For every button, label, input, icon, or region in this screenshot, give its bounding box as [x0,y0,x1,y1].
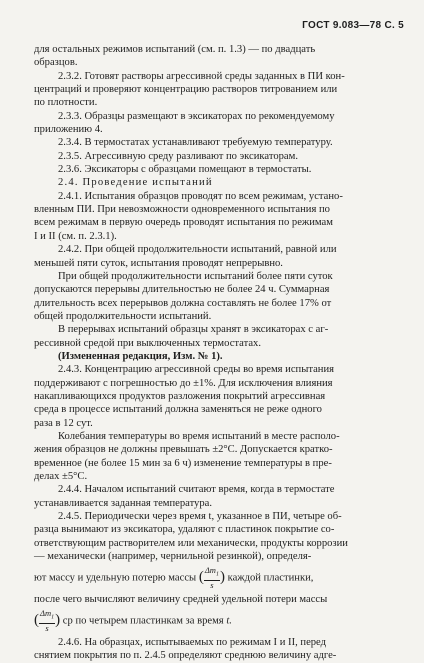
text-line: среда в процессе испытаний должна заменяться не реже одного [34,404,322,416]
paren-open: ( [198,569,204,586]
text-line: всем режимам в первую очередь проводят испытания по режимам [34,217,333,229]
formula-line [34,566,396,590]
text-line: раза в 12 сут. [34,417,93,429]
text-line: 2.4.6. На образцах, испытываемых по режимам I и II, перед [58,637,327,649]
text-line: общей продолжительности испытаний. [34,310,212,322]
section-heading: 2.4. Проведение испытаний [58,177,213,189]
text-line: — механически (например, чернильной резинкой), определя- [34,551,312,563]
text-line: меньшей пяти суток, испытания проводят непрерывно. [34,257,283,269]
text-line: 2.4.2. При общей продолжительности испытаний, равной или [58,244,337,256]
text-line: допускаются перерывы длительностью не более 24 ч. Суммарная [34,284,330,296]
text-line: 2.3.6. Эксикаторы с образцами помещают в термостаты. [58,164,312,176]
text-line: При общей продолжительности испытаний более пяти суток [58,270,333,282]
paren-close: ) [55,612,61,629]
frac-subscript: 1 [215,572,219,579]
text-line: образцов. [34,57,78,69]
text-line: ответствующим растворителем или механически, продукты коррозии [34,537,348,549]
formula-var-t: t. [226,615,232,627]
fraction-mass-loss [204,566,220,590]
formula-text: ют массу и удельную потерю массы [34,572,197,584]
text-line: 2.4.1. Испытания образцов проводят по всем режимам, устано- [58,190,343,202]
frac-numerator: Δm [40,608,52,619]
formula-text: ср по четырем пластинкам за время [62,615,224,627]
text-line: 2.3.5. Агрессивную среду разливают по эксикаторам. [58,150,298,162]
text-line: вленным ПИ. При невозможности одновременного испытания по [34,204,330,216]
text-line: приложению 4. [34,124,103,136]
text-line: длительность всех перерывов должна составлять не более 17% от [34,297,332,309]
text-line: 2.4.3. Концентрацию агрессивной среды во время испытания [58,364,335,376]
text-line: устанавливается заданная температура. [34,497,213,509]
text-line: снятием покрытия по п. 2.4.5 определяют среднюю величину адге- [34,650,337,662]
formula-line: после чего вычисляют величину средней удельной потери массы [34,594,328,606]
text-line: 2.4.5. Периодически через время t, указанное в ПИ, четыре об- [58,511,342,523]
text-line: жения образцов не должны превышать ±2°С. Допускается кратко- [34,444,333,456]
page-header: ГОСТ 9.083—78 С. 5 [302,20,404,31]
amendment-note: (Измененная редакция, Изм. № 1). [58,350,223,362]
text-line: временное (не более 15 мин за 6 ч) изменение температуры в пре- [34,457,332,469]
formula-line [34,609,396,633]
text-line: по плотности. [34,97,98,109]
frac-denominator: s [45,623,49,634]
text-line: центраций и проверяют концентрацию растворов титрованием или [34,84,338,96]
fraction-mean-mass-loss [39,609,55,633]
text-line: поддерживают с погрешностью до ±1%. Для исключения влияния [34,377,333,389]
text-line: 2.3.2. Готовят растворы агрессивной среды заданных в ПИ кон- [58,70,345,82]
frac-denominator: s [210,580,214,591]
text-line: В перерывах испытаний образцы хранят в эксикаторах с аг- [58,324,329,336]
formula-text: каждой пластинки, [227,572,314,584]
text-line: 2.4.4. Началом испытаний считают время, когда в термостате [58,484,335,496]
text-line: разца вынимают из эксикатора, удаляют с пластинок покрытие со- [34,524,335,536]
document-body [34,43,396,663]
text-line: накапливающихся продуктов разложения покрытий агрессивная [34,390,326,402]
frac-subscript: 1 [51,615,55,622]
text-line: Колебания температуры во время испытаний в месте располо- [58,430,340,442]
frac-numerator: Δm [204,565,216,576]
text-line: для остальных режимов испытаний (см. п. 1.3) — по двадцать [34,44,316,55]
paren-open: ( [34,612,39,629]
text-line: 2.3.4. В термостатах устанавливают требуемую температуру. [58,137,333,149]
text-line: I и II (см. п. 2.3.1). [34,230,117,242]
paren-close: ) [219,569,225,586]
text-line: 2.3.3. Образцы размещают в эксикаторах по рекомендуемому [58,110,335,122]
text-line: рессивной средой при выключенных термостатах. [34,337,261,349]
text-line: делах ±5°С. [34,471,88,482]
